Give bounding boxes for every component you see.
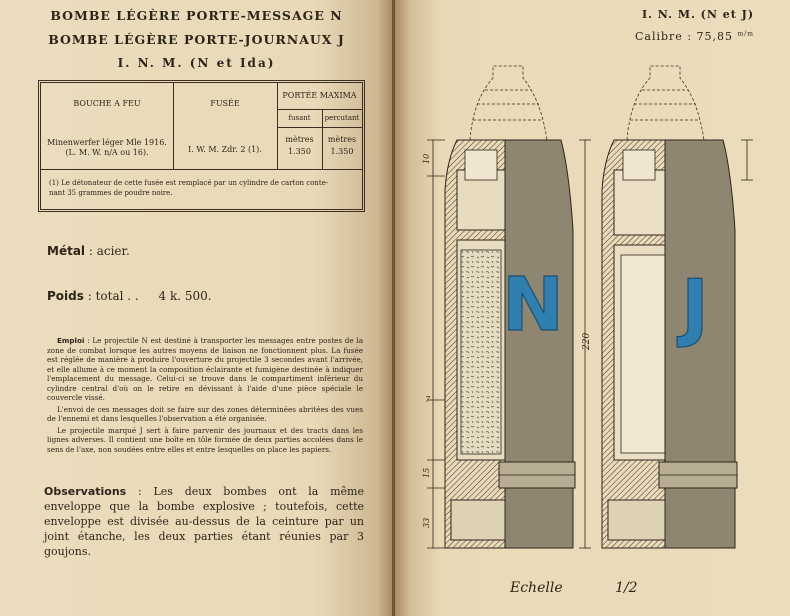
emploi-paragraph-1: : Le projectile N est destiné à transporter les messages entre postes de la zone de combat lorsque les autres moyens de liaison ne fonctionnent plus. La fusée est réglée de manière à produire l'ouverture du projectile 3 secondes avant l'arrivée, et elle allume à ce moment la composition éclairante et fumigène destinée à indiquer l'emplacement du message. Celui-ci se trouve dans le compartiment inférieur du cylindre central d'où on le retire en dévissant à l'aide d'une pièce spéciale le couvercle vissé. [47, 336, 363, 402]
header-bouche-a-feu: BOUCHE A FEU [73, 99, 141, 108]
cell-percutant-unit: mètres [327, 135, 357, 144]
title-line-1: BOMBE LÉGÈRE PORTE-MESSAGE N [50, 8, 343, 23]
emploi-paragraph-3: Le projectile marqué J sert à faire parvenir des journaux et des tracts dans les lignes adverses. Il contient une boîte en tôle formée de deux parties accolées dans le sens de l'axe, non soudées entre elles et entre lesquelles on place les papiers. [47, 425, 363, 454]
letter-n: N [502, 262, 564, 348]
specs-table [38, 80, 365, 212]
header-portee-maxima: PORTÉE MAXIMA [282, 91, 357, 100]
shell-j [602, 66, 737, 548]
left-page [0, 0, 393, 616]
charge-fill-n [461, 250, 501, 454]
cell-fusee: I. W. M. Zdr. 2 (1). [188, 145, 262, 154]
shell-cross-section-drawing [395, 0, 790, 570]
header-fusee: FUSÉE [210, 99, 240, 108]
table-footnote-line1: (1) Le détonateur de cette fusée est remplacé par un cylindre de carton conte- [49, 179, 329, 187]
title-line-2: BOMBE LÉGÈRE PORTE-JOURNAUX J [48, 32, 345, 47]
observations-section [44, 484, 364, 559]
right-header: I. N. M. (N et J) [642, 8, 755, 21]
emploi-label: Emploi [57, 336, 85, 345]
cell-bouche-line1: Minenwerfer léger Mle 1916. [47, 138, 167, 147]
poids-amount: 4 k. 500. [158, 289, 212, 303]
subheader-fusant: fusant [288, 114, 311, 122]
metal-line [47, 244, 130, 258]
observations-text: : Les deux bombes ont la même enveloppe que la bombe explosive ; toutefois, cette enveloppe est divisée au-dessus de la ceinture par un joint étanche, les deux parties étant réunies par 3 goujons. [44, 485, 364, 558]
dimension-lines-left [427, 140, 445, 548]
metal-label: Métal [47, 244, 86, 258]
nose-outline-j [627, 66, 704, 140]
dim-label-7: 7 [425, 395, 431, 404]
dimension-lines-right [741, 140, 753, 180]
calibre-label: Calibre : 75,85 [635, 30, 734, 43]
scale-label: Echelle [510, 580, 563, 596]
emploi-section [47, 336, 363, 456]
cell-bouche-line2: (L. M. W. n/A ou 16). [65, 148, 149, 157]
calibre-unit: m/m [737, 30, 754, 38]
subheader-percutant: percutant [324, 114, 360, 122]
cell-fusant-value: 1.350 [288, 147, 311, 156]
dim-label-15: 15 [422, 467, 431, 478]
table-footnote-line2: nant 35 grammes de poudre noire. [49, 189, 173, 197]
cell-percutant-value: 1.350 [330, 147, 354, 156]
poids-value: : total . . [87, 289, 139, 303]
metal-value: : acier. [88, 244, 130, 258]
dim-label-33: 33 [422, 517, 431, 528]
poids-label: Poids [47, 289, 84, 303]
letter-j: J [681, 264, 709, 350]
dim-label-220: 220 [582, 332, 592, 350]
dim-label-10: 10 [422, 153, 431, 164]
nose-outline-n [470, 66, 547, 140]
poids-line [47, 289, 212, 303]
scale-value: 1/2 [615, 580, 638, 596]
observations-label: Observations [44, 485, 127, 498]
cell-fusant-unit: mètres [285, 135, 314, 144]
scale-note [510, 580, 638, 596]
title-line-3: I. N. M. (N et Ida) [117, 56, 276, 70]
emploi-paragraph-2: L'envoi de ces messages doit se faire sur des zones déterminées abritées des vues de l'ennemi et dans lesquelles l'observation a été organisée. [47, 404, 363, 423]
